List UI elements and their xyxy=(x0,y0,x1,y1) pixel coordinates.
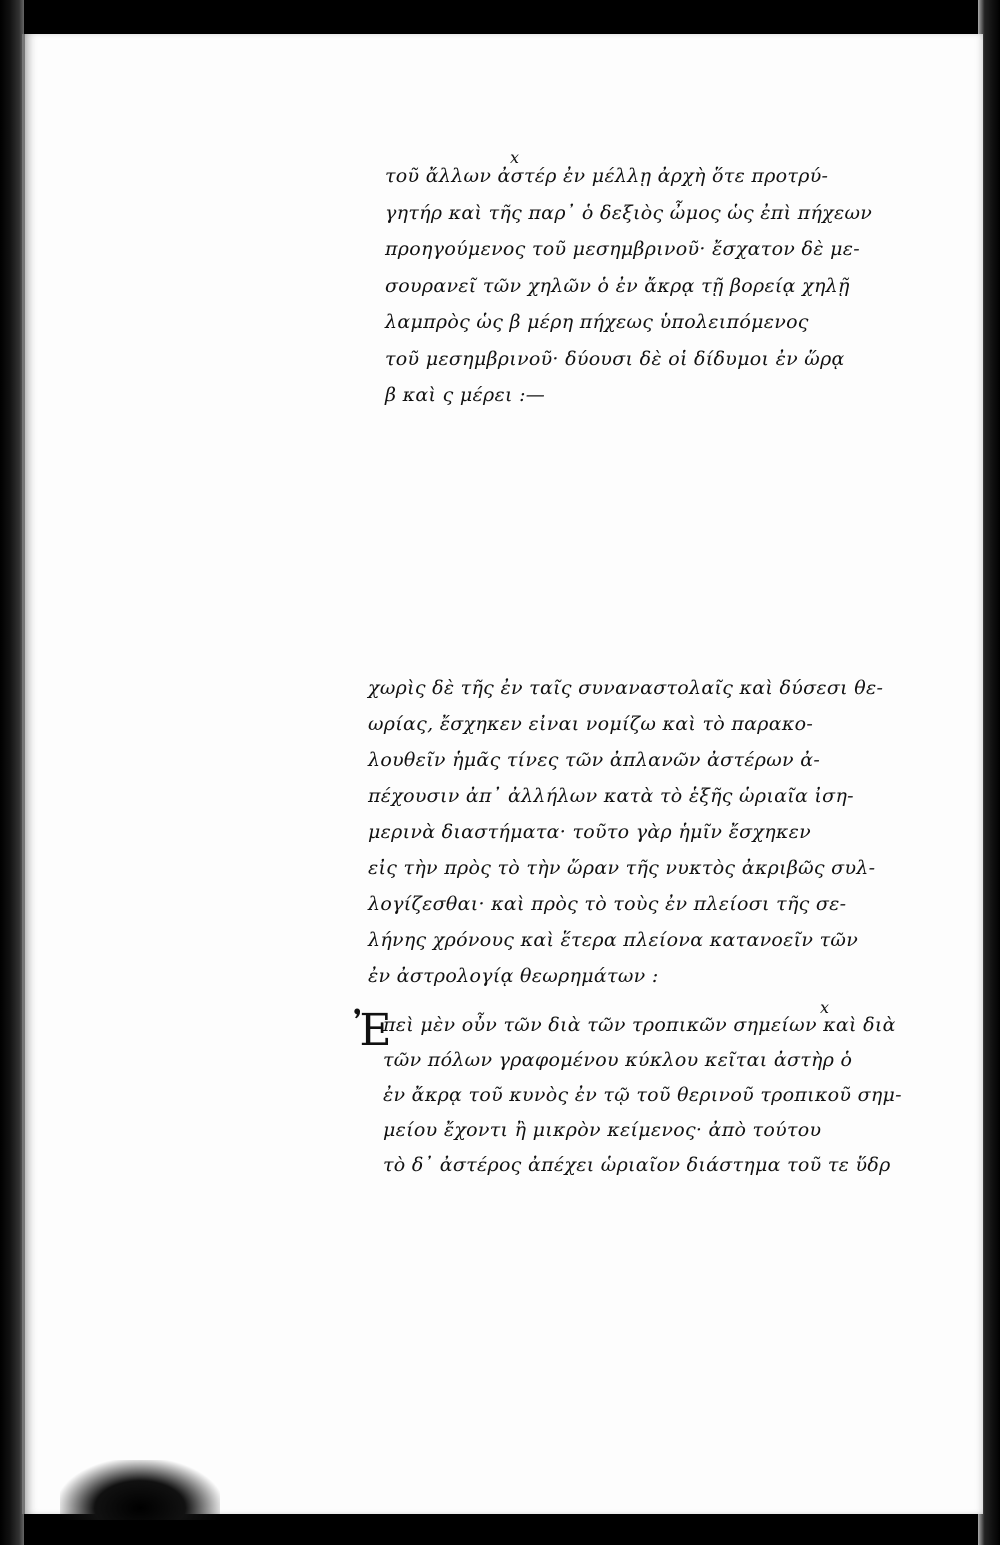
text-line: γητήρ καὶ τῆς παρ᾽ ὁ δεξιὸς ὦμος ὡς ἐπὶ πήχεων xyxy=(385,201,873,224)
text-line: ωρίας, ἔσχηκεν εἰναι νομίζω καὶ τὸ παρακο- xyxy=(368,713,814,735)
text-line: μερινὰ διαστήματα· τοῦτο γὰρ ἡμῖν ἔσχηκεν xyxy=(368,821,811,843)
text-line: ἐν ἀστρολογίᾳ θεωρημάτων : xyxy=(368,965,659,987)
text-line: τῶν πόλων γραφομένου κύκλου κεῖται ἀστὴρ ὁ xyxy=(383,1049,853,1071)
text-line: εἰς τὴν πρὸς τὸ τὴν ὥραν τῆς νυκτὸς ἀκριβῶς συλ- xyxy=(368,857,876,879)
text-line: β καὶ ς μέρει :— xyxy=(385,384,546,406)
paragraph-2 xyxy=(368,670,968,994)
text-line: τὸ δ᾽ ἀστέρος ἀπέχει ὡριαῖον διάστημα τοῦ τε ὕδρ xyxy=(383,1154,891,1176)
text-line: πέχουσιν ἀπ᾽ ἀλλήλων κατὰ τὸ ἑξῆς ὡριαῖα ἰση- xyxy=(368,785,854,807)
text-line: μείου ἔχοντι ἢ μικρὸν κείμενος· ἀπὸ τούτου xyxy=(383,1119,822,1141)
text-line: λογίζεσθαι· καὶ πρὸς τὸ τοὺς ἐν πλείοσι τῆς σε- xyxy=(368,893,847,915)
insertion-mark: x xyxy=(510,148,520,167)
ink-stain xyxy=(60,1460,220,1520)
text-line: λαμπρὸς ὡς β μέρη πήχεως ὑπολειπόμενος xyxy=(385,311,809,333)
text-line: πεὶ μὲν οὖν τῶν διὰ τῶν τροπικῶν σημείων καὶ διὰ xyxy=(383,1014,896,1036)
paragraph-1 xyxy=(385,158,965,414)
text-line: χωρὶς δὲ τῆς ἐν ταῖς συναναστολαῖς καὶ δύσεσι θε- xyxy=(368,677,884,699)
text-line: ἐν ἄκρᾳ τοῦ κυνὸς ἐν τῷ τοῦ θερινοῦ τροπικοῦ σημ- xyxy=(383,1084,902,1106)
paragraph-3 xyxy=(355,1008,1000,1183)
insertion-mark: x xyxy=(820,998,830,1017)
text-line: προηγούμενος τοῦ μεσημβρινοῦ· ἔσχατον δὲ με- xyxy=(385,238,860,260)
text-line: τοῦ ἄλλων ἀστέρ ἐν μέλλῃ ἀρχὴ ὅτε προτρύ- xyxy=(385,165,829,187)
binding-gutter xyxy=(0,0,24,1545)
text-line: τοῦ μεσημβρινοῦ· δύουσι δὲ οἱ δίδυμοι ἐν ὥρᾳ xyxy=(385,347,845,370)
text-line: σουρανεῖ τῶν χηλῶν ὁ ἐν ἄκρᾳ τῇ βορείᾳ χηλῇ xyxy=(385,274,850,297)
text-line: λουθεῖν ἡμᾶς τίνες τῶν ἀπλανῶν ἀστέρων ἀ- xyxy=(368,749,821,771)
text-line: λήνης χρόνους καὶ ἕτερα πλείονα κατανοεῖν τῶν xyxy=(368,929,859,951)
decorated-initial: Ἐ xyxy=(354,1005,392,1056)
